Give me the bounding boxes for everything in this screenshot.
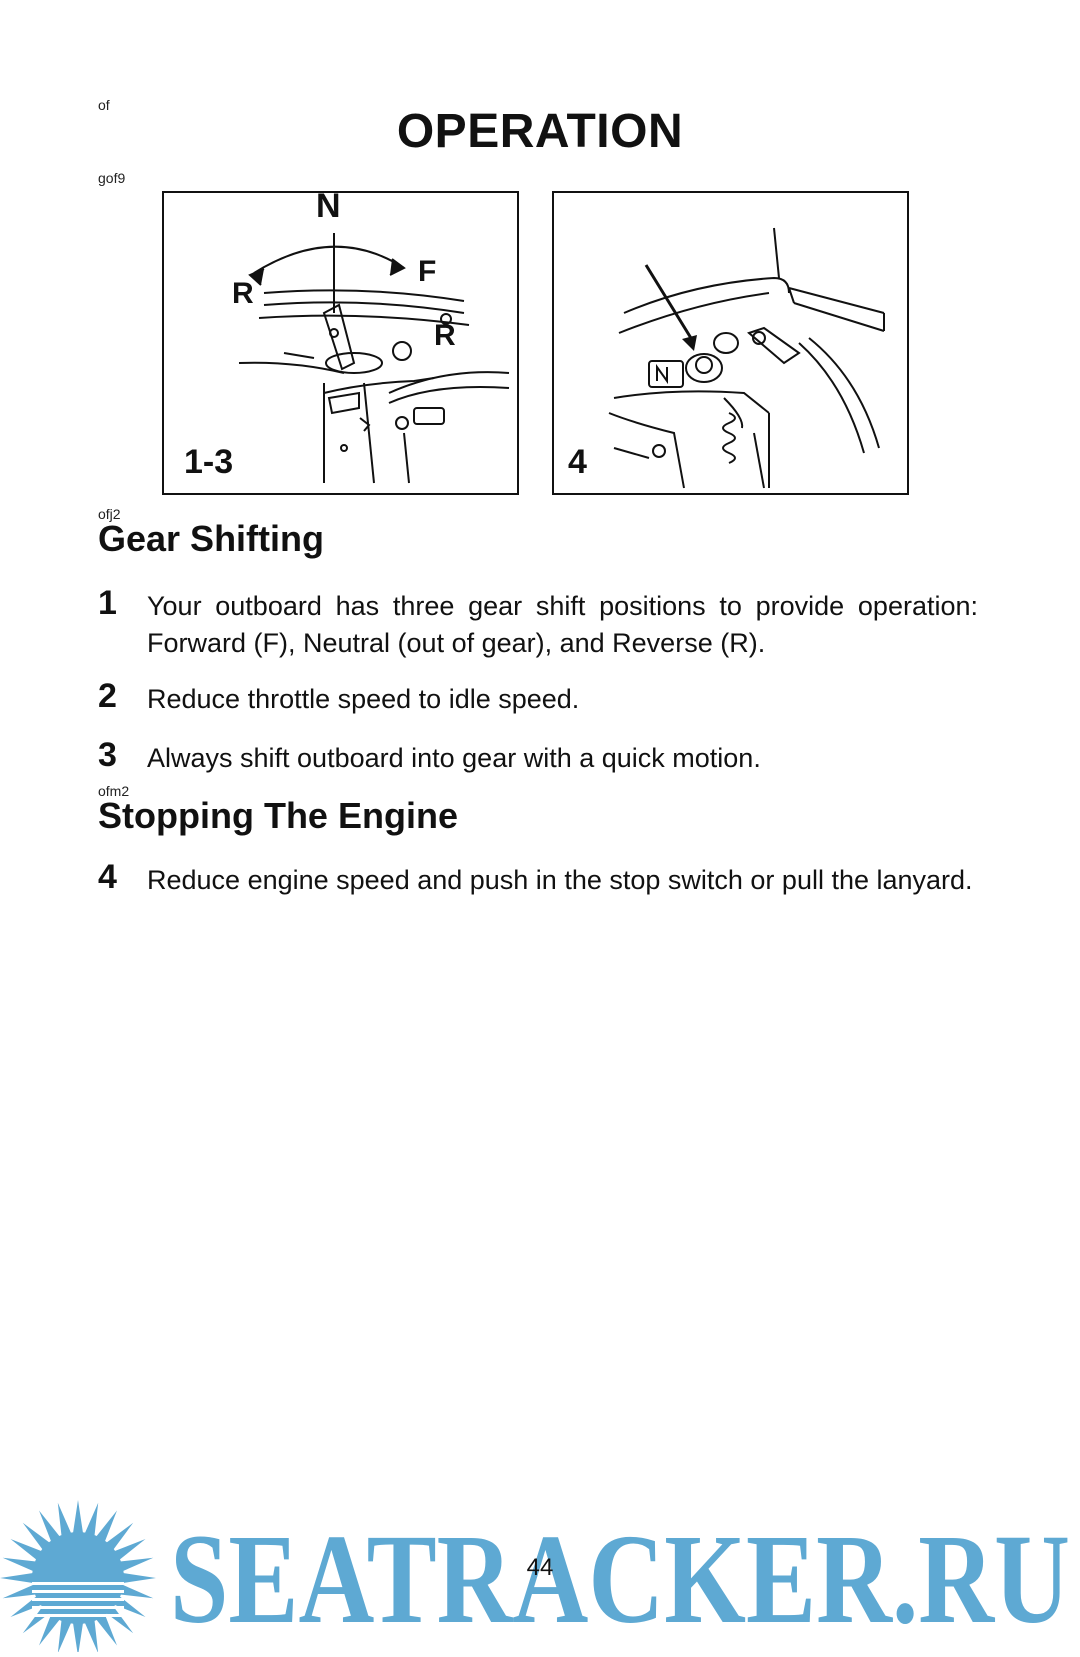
code-figure: gof9: [98, 170, 126, 186]
step-3: [98, 736, 978, 777]
step-text: Always shift outboard into gear with a quick motion.: [147, 743, 761, 773]
figure-label-1-3: 1-3: [184, 443, 234, 481]
step-text: Your outboard has three gear shift positions to provide operation: Forward (F), Neutral (out of gear), and Reverse (R).: [147, 591, 978, 658]
step-number: 2: [98, 677, 117, 715]
watermark-text: SEATRACKER.RU: [170, 1508, 1070, 1650]
step-text: Reduce engine speed and push in the stop switch or pull the lanyard.: [147, 865, 973, 895]
heading-gear-shifting: Gear Shifting: [98, 518, 325, 559]
callout-r: R: [232, 277, 254, 310]
figure-label-4: 4: [568, 443, 587, 481]
callout-r-lever: R: [434, 319, 456, 352]
code-top: of: [98, 97, 110, 113]
page-title: OPERATION: [396, 105, 684, 158]
figure-gear-shift: [162, 187, 519, 495]
step-number: 1: [98, 584, 117, 622]
callout-f: F: [418, 255, 437, 288]
step-1: [98, 584, 978, 662]
sun-stripe: [32, 1582, 124, 1585]
stop-switch-illustration: [554, 193, 907, 493]
step-text: Reduce throttle speed to idle speed.: [147, 684, 580, 714]
step-number: 4: [98, 858, 117, 896]
page-number: 44: [526, 1554, 554, 1581]
code-stop: ofm2: [98, 783, 130, 799]
step-number: 3: [98, 736, 117, 774]
heading-stopping-engine: Stopping The Engine: [98, 795, 458, 836]
callout-n: N: [316, 187, 341, 225]
step-2: [98, 677, 978, 718]
sun-stripe: [32, 1598, 124, 1601]
sun-stripe: [32, 1590, 124, 1593]
figure-stop-switch: [552, 191, 909, 495]
sun-stripe: [32, 1606, 124, 1609]
code-gear: ofj2: [98, 506, 121, 522]
sun-stripe: [32, 1614, 124, 1617]
step-4: [98, 858, 978, 899]
